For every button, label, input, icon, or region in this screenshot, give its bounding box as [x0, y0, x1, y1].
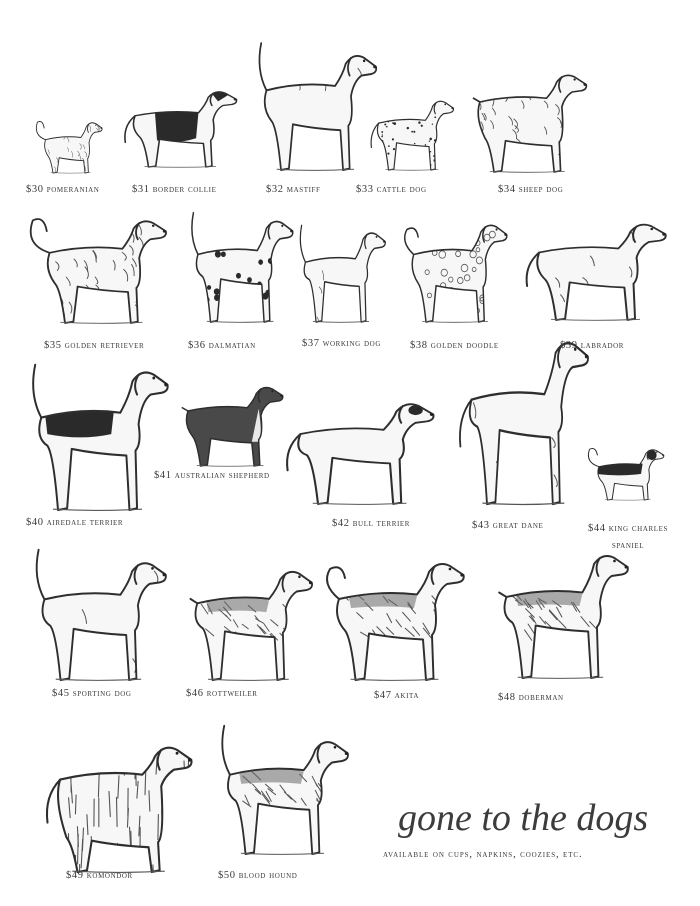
dog-drawing-35	[30, 215, 170, 323]
dog-drawing-50	[210, 732, 352, 854]
dog-illustration-46	[178, 562, 316, 680]
dog-drawing-37	[292, 230, 388, 322]
dog-illustration-30	[36, 115, 104, 173]
dog-illustration-43	[452, 360, 592, 504]
dog-caption-45: $45 sporting dog	[52, 688, 132, 699]
dog-caption-40: $40 airedale terrier	[26, 517, 124, 528]
dog-caption-47: $47 akita	[374, 690, 419, 701]
dog-illustration-44	[588, 442, 666, 500]
dog-illustration-48	[486, 558, 632, 678]
dog-caption-49: $49 komondor	[66, 870, 133, 881]
dog-drawing-44	[588, 442, 666, 500]
dog-caption-33: $33 cattle dog	[356, 184, 427, 195]
dog-caption-30: $30 pomeranian	[26, 184, 100, 195]
dog-illustration-32	[248, 52, 380, 170]
dog-drawing-46	[178, 562, 316, 680]
poster-headline: gone to the dogs	[398, 797, 649, 839]
dog-illustration-47	[318, 560, 468, 680]
poster-tagline: available on cups, napkins, coozies, etc.	[383, 849, 583, 860]
dog-illustration-34	[462, 72, 590, 172]
dog-caption-50: $50 blood hound	[218, 870, 298, 881]
dog-caption-35: $35 golden retriever	[44, 340, 145, 351]
dog-illustration-41	[172, 378, 286, 466]
dog-caption-41: $41 australian shepherd	[154, 470, 270, 481]
dog-drawing-49	[38, 740, 196, 872]
dog-drawing-41	[172, 378, 286, 466]
dog-caption-43: $43 great dane	[472, 520, 544, 531]
dog-illustration-36	[182, 218, 296, 322]
dog-illustration-50	[210, 732, 352, 854]
dog-caption-39: $39 labrador	[560, 340, 625, 351]
dog-drawing-45	[24, 556, 170, 680]
dog-drawing-40	[20, 378, 172, 510]
dog-caption-32: $32 mastiff	[266, 184, 321, 195]
dog-illustration-49	[38, 740, 196, 872]
dog-caption-37: $37 working dog	[302, 338, 381, 349]
dog-drawing-39	[518, 216, 670, 320]
dog-caption-38: $38 golden doodle	[410, 340, 499, 351]
dog-caption-34: $34 sheep dog	[498, 184, 564, 195]
dog-drawing-36	[182, 218, 296, 322]
dog-illustration-31	[118, 85, 240, 167]
dog-drawing-47	[318, 560, 468, 680]
dog-drawing-38	[398, 222, 510, 322]
dog-illustration-39	[518, 216, 670, 320]
dog-caption-46: $46 rottweiler	[186, 688, 258, 699]
dog-drawing-43	[452, 360, 592, 504]
dog-illustration-38	[398, 222, 510, 322]
dog-drawing-32	[248, 52, 380, 170]
dog-illustration-42	[278, 392, 438, 504]
dog-illustration-45	[24, 556, 170, 680]
dog-drawing-31	[118, 85, 240, 167]
dog-drawing-30	[36, 115, 104, 173]
dog-illustration-37	[292, 230, 388, 322]
dog-drawing-33	[366, 95, 456, 170]
dog-drawing-42	[278, 392, 438, 504]
dog-caption-44: $44 king charles spaniel	[588, 523, 668, 551]
dog-drawing-34	[462, 72, 590, 172]
dog-illustration-40	[20, 378, 172, 510]
dog-drawing-48	[486, 558, 632, 678]
dog-illustration-35	[30, 215, 170, 323]
dog-caption-31: $31 border collie	[132, 184, 217, 195]
dog-illustration-33	[366, 95, 456, 170]
dog-caption-36: $36 dalmatian	[188, 340, 256, 351]
dog-caption-48: $48 doberman	[498, 692, 564, 703]
dog-caption-42: $42 bull terrier	[332, 518, 411, 529]
